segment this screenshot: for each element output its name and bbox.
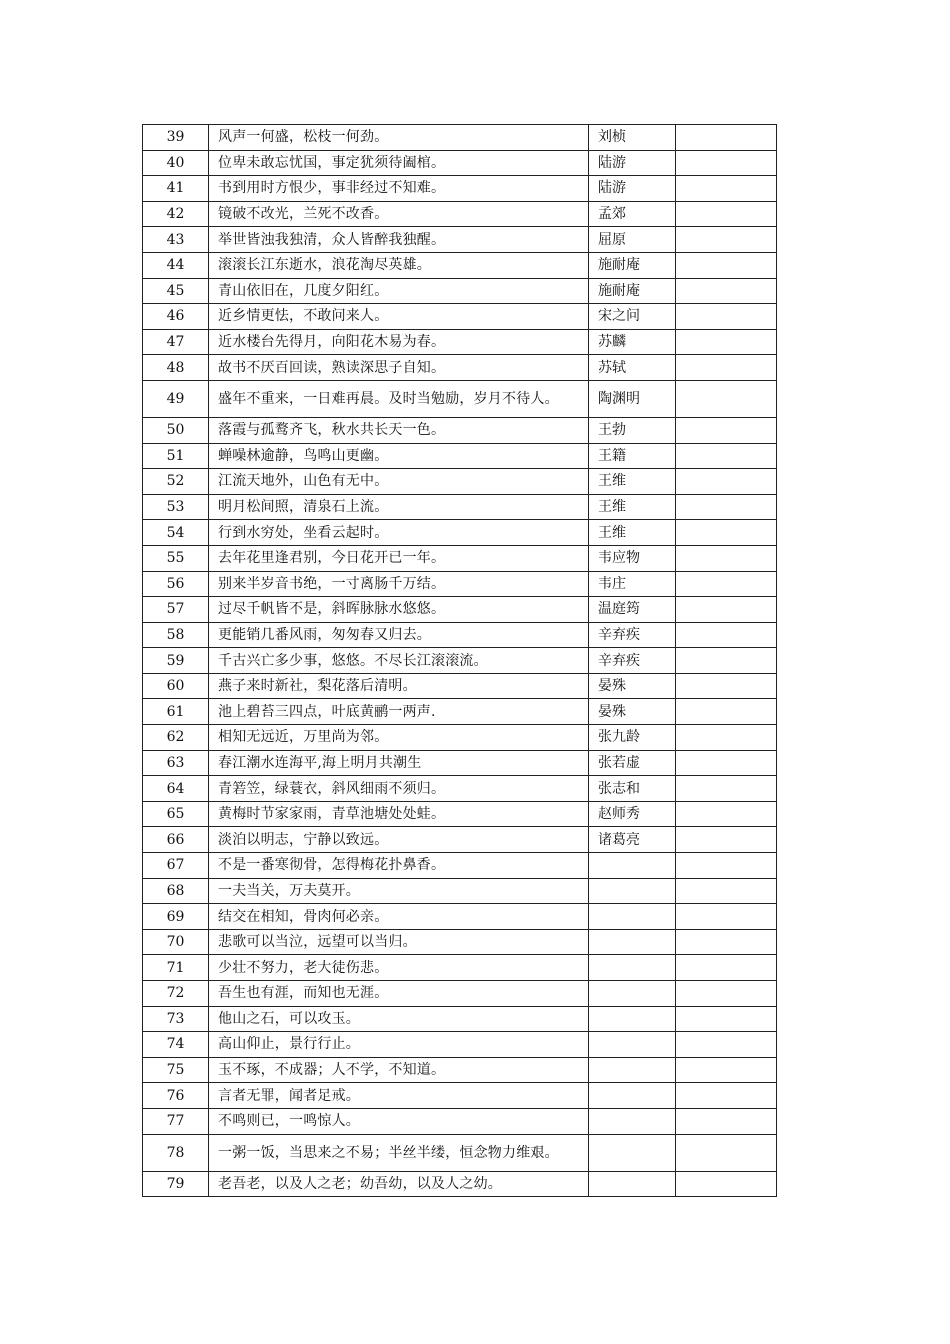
notes-cell <box>676 1006 777 1032</box>
author-cell: 孟郊 <box>589 201 676 227</box>
notes-cell <box>676 929 777 955</box>
author-cell: 王维 <box>589 494 676 520</box>
row-number-cell: 74 <box>143 1032 209 1058</box>
row-number-cell: 40 <box>143 150 209 176</box>
author-cell: 苏麟 <box>589 329 676 355</box>
author-cell <box>589 1032 676 1058</box>
row-number-cell: 77 <box>143 1108 209 1134</box>
notes-cell <box>676 1171 777 1197</box>
verse-cell: 别来半岁音书绝，一寸离肠千万结。 <box>209 571 589 597</box>
table-row <box>143 1057 777 1083</box>
table-row <box>143 1032 777 1058</box>
table-row <box>143 955 777 981</box>
row-number-cell: 53 <box>143 494 209 520</box>
notes-cell <box>676 1057 777 1083</box>
row-number-cell: 58 <box>143 622 209 648</box>
table-row <box>143 329 777 355</box>
verse-cell: 燕子来时新社，梨花落后清明。 <box>209 673 589 699</box>
row-number-cell: 71 <box>143 955 209 981</box>
verse-cell: 高山仰止，景行行止。 <box>209 1032 589 1058</box>
table-row <box>143 417 777 443</box>
author-cell <box>589 1083 676 1109</box>
notes-cell <box>676 469 777 495</box>
row-number-cell: 63 <box>143 750 209 776</box>
verse-cell: 一粥一饭，当思来之不易；半丝半缕，恒念物力维艰。 <box>209 1134 589 1171</box>
notes-cell <box>676 125 777 151</box>
notes-cell <box>676 417 777 443</box>
verse-cell: 举世皆浊我独清，众人皆醉我独醒。 <box>209 227 589 253</box>
row-number-cell: 47 <box>143 329 209 355</box>
table-row <box>143 355 777 381</box>
table-row <box>143 571 777 597</box>
author-cell: 刘桢 <box>589 125 676 151</box>
verse-cell: 镜破不改光，兰死不改香。 <box>209 201 589 227</box>
verse-cell: 江流天地外，山色有无中。 <box>209 469 589 495</box>
table-row <box>143 227 777 253</box>
verse-cell: 青山依旧在，几度夕阳红。 <box>209 278 589 304</box>
row-number-cell: 41 <box>143 176 209 202</box>
notes-cell <box>676 176 777 202</box>
verse-cell: 风声一何盛，松枝一何劲。 <box>209 125 589 151</box>
author-cell: 陆游 <box>589 176 676 202</box>
notes-cell <box>676 1083 777 1109</box>
notes-cell <box>676 329 777 355</box>
author-cell: 晏殊 <box>589 699 676 725</box>
author-cell: 辛弃疾 <box>589 648 676 674</box>
author-cell: 温庭筠 <box>589 597 676 623</box>
row-number-cell: 44 <box>143 252 209 278</box>
author-cell: 晏殊 <box>589 673 676 699</box>
verse-cell: 盛年不重来，一日难再晨。及时当勉励，岁月不待人。 <box>209 380 589 417</box>
notes-cell <box>676 955 777 981</box>
verse-cell: 玉不琢，不成器；人不学，不知道。 <box>209 1057 589 1083</box>
notes-cell <box>676 278 777 304</box>
table-row <box>143 278 777 304</box>
verse-cell: 滚滚长江东逝水，浪花淘尽英雄。 <box>209 252 589 278</box>
verse-cell: 位卑未敢忘忧国，事定犹须待阖棺。 <box>209 150 589 176</box>
author-cell <box>589 1134 676 1171</box>
author-cell: 张若虚 <box>589 750 676 776</box>
verse-cell: 吾生也有涯，而知也无涯。 <box>209 981 589 1007</box>
row-number-cell: 59 <box>143 648 209 674</box>
author-cell: 屈原 <box>589 227 676 253</box>
verse-cell: 言者无罪，闻者足戒。 <box>209 1083 589 1109</box>
author-cell: 施耐庵 <box>589 252 676 278</box>
table-row <box>143 380 777 417</box>
row-number-cell: 73 <box>143 1006 209 1032</box>
author-cell: 辛弃疾 <box>589 622 676 648</box>
author-cell <box>589 1006 676 1032</box>
verse-cell: 少壮不努力，老大徒伤悲。 <box>209 955 589 981</box>
verse-cell: 近水楼台先得月，向阳花木易为春。 <box>209 329 589 355</box>
row-number-cell: 43 <box>143 227 209 253</box>
row-number-cell: 45 <box>143 278 209 304</box>
table-row <box>143 1134 777 1171</box>
verse-cell: 不鸣则已，一鸣惊人。 <box>209 1108 589 1134</box>
author-cell: 韦庄 <box>589 571 676 597</box>
author-cell <box>589 1108 676 1134</box>
author-cell: 王维 <box>589 520 676 546</box>
row-number-cell: 69 <box>143 904 209 930</box>
notes-cell <box>676 725 777 751</box>
notes-cell <box>676 571 777 597</box>
table-row <box>143 469 777 495</box>
author-cell: 陆游 <box>589 150 676 176</box>
notes-cell <box>676 673 777 699</box>
table-row <box>143 1108 777 1134</box>
notes-cell <box>676 750 777 776</box>
table-row <box>143 597 777 623</box>
author-cell: 王维 <box>589 469 676 495</box>
table-row <box>143 622 777 648</box>
table-row <box>143 648 777 674</box>
row-number-cell: 68 <box>143 878 209 904</box>
verse-cell: 过尽千帆皆不是，斜晖脉脉水悠悠。 <box>209 597 589 623</box>
notes-cell <box>676 622 777 648</box>
notes-cell <box>676 227 777 253</box>
table-row <box>143 827 777 853</box>
table-row <box>143 304 777 330</box>
verse-cell: 一夫当关，万夫莫开。 <box>209 878 589 904</box>
row-number-cell: 54 <box>143 520 209 546</box>
verse-cell: 近乡情更怯，不敢问来人。 <box>209 304 589 330</box>
row-number-cell: 64 <box>143 776 209 802</box>
notes-cell <box>676 494 777 520</box>
row-number-cell: 70 <box>143 929 209 955</box>
row-number-cell: 52 <box>143 469 209 495</box>
table-row <box>143 520 777 546</box>
author-cell <box>589 929 676 955</box>
table-row <box>143 725 777 751</box>
author-cell: 张志和 <box>589 776 676 802</box>
notes-cell <box>676 150 777 176</box>
row-number-cell: 42 <box>143 201 209 227</box>
notes-cell <box>676 878 777 904</box>
verse-cell: 明月松间照，清泉石上流。 <box>209 494 589 520</box>
verse-cell: 他山之石，可以攻玉。 <box>209 1006 589 1032</box>
row-number-cell: 79 <box>143 1171 209 1197</box>
table-row <box>143 1083 777 1109</box>
notes-cell <box>676 545 777 571</box>
row-number-cell: 39 <box>143 125 209 151</box>
verse-cell: 老吾老，以及人之老；幼吾幼，以及人之幼。 <box>209 1171 589 1197</box>
notes-cell <box>676 1108 777 1134</box>
table-row <box>143 776 777 802</box>
verse-cell: 不是一番寒彻骨，怎得梅花扑鼻香。 <box>209 853 589 879</box>
author-cell <box>589 1057 676 1083</box>
verse-cell: 落霞与孤鹜齐飞，秋水共长天一色。 <box>209 417 589 443</box>
table-row <box>143 750 777 776</box>
row-number-cell: 55 <box>143 545 209 571</box>
row-number-cell: 72 <box>143 981 209 1007</box>
row-number-cell: 48 <box>143 355 209 381</box>
table-row <box>143 494 777 520</box>
author-cell: 张九龄 <box>589 725 676 751</box>
notes-cell <box>676 252 777 278</box>
notes-cell <box>676 1134 777 1171</box>
table-row <box>143 801 777 827</box>
verse-cell: 淡泊以明志，宁静以致远。 <box>209 827 589 853</box>
author-cell <box>589 853 676 879</box>
verse-cell: 春江潮水连海平,海上明月共潮生 <box>209 750 589 776</box>
table-row <box>143 699 777 725</box>
row-number-cell: 57 <box>143 597 209 623</box>
notes-cell <box>676 801 777 827</box>
table-row <box>143 125 777 151</box>
author-cell: 赵师秀 <box>589 801 676 827</box>
table-row <box>143 201 777 227</box>
notes-cell <box>676 853 777 879</box>
author-cell <box>589 878 676 904</box>
row-number-cell: 66 <box>143 827 209 853</box>
author-cell: 苏轼 <box>589 355 676 381</box>
notes-cell <box>676 981 777 1007</box>
verse-cell: 悲歌可以当泣，远望可以当归。 <box>209 929 589 955</box>
notes-cell <box>676 304 777 330</box>
author-cell <box>589 1171 676 1197</box>
table-row <box>143 929 777 955</box>
table-row <box>143 981 777 1007</box>
author-cell <box>589 981 676 1007</box>
notes-cell <box>676 699 777 725</box>
verse-cell: 池上碧苔三四点，叶底黄鹂一两声. <box>209 699 589 725</box>
table-row <box>143 1006 777 1032</box>
row-number-cell: 65 <box>143 801 209 827</box>
notes-cell <box>676 904 777 930</box>
notes-cell <box>676 776 777 802</box>
row-number-cell: 78 <box>143 1134 209 1171</box>
author-cell: 宋之问 <box>589 304 676 330</box>
verse-cell: 书到用时方恨少，事非经过不知难。 <box>209 176 589 202</box>
row-number-cell: 50 <box>143 417 209 443</box>
verse-cell: 更能销几番风雨，匆匆春又归去。 <box>209 622 589 648</box>
notes-cell <box>676 597 777 623</box>
table-row <box>143 853 777 879</box>
table-row <box>143 878 777 904</box>
row-number-cell: 56 <box>143 571 209 597</box>
author-cell: 施耐庵 <box>589 278 676 304</box>
table-row <box>143 150 777 176</box>
author-cell: 韦应物 <box>589 545 676 571</box>
notes-cell <box>676 827 777 853</box>
author-cell: 诸葛亮 <box>589 827 676 853</box>
verse-cell: 相知无远近，万里尚为邻。 <box>209 725 589 751</box>
notes-cell <box>676 648 777 674</box>
author-cell <box>589 904 676 930</box>
table-row <box>143 673 777 699</box>
table-row <box>143 252 777 278</box>
notes-cell <box>676 380 777 417</box>
verse-cell: 去年花里逢君别，今日花开已一年。 <box>209 545 589 571</box>
author-cell: 王勃 <box>589 417 676 443</box>
row-number-cell: 46 <box>143 304 209 330</box>
table-row <box>143 904 777 930</box>
verse-cell: 故书不厌百回读，熟读深思子自知。 <box>209 355 589 381</box>
table-row <box>143 545 777 571</box>
notes-cell <box>676 443 777 469</box>
row-number-cell: 51 <box>143 443 209 469</box>
author-cell: 王籍 <box>589 443 676 469</box>
row-number-cell: 49 <box>143 380 209 417</box>
row-number-cell: 75 <box>143 1057 209 1083</box>
row-number-cell: 60 <box>143 673 209 699</box>
notes-cell <box>676 201 777 227</box>
author-cell: 陶渊明 <box>589 380 676 417</box>
table-row <box>143 176 777 202</box>
verse-cell: 青箬笠，绿蓑衣，斜风细雨不须归。 <box>209 776 589 802</box>
notes-cell <box>676 1032 777 1058</box>
verse-cell: 结交在相知，骨肉何必亲。 <box>209 904 589 930</box>
row-number-cell: 67 <box>143 853 209 879</box>
poem-table-body <box>143 125 777 1197</box>
row-number-cell: 61 <box>143 699 209 725</box>
verse-cell: 行到水穷处，坐看云起时。 <box>209 520 589 546</box>
table-row <box>143 1171 777 1197</box>
row-number-cell: 76 <box>143 1083 209 1109</box>
notes-cell <box>676 355 777 381</box>
notes-cell <box>676 520 777 546</box>
verse-cell: 黄梅时节家家雨，青草池塘处处蛙。 <box>209 801 589 827</box>
author-cell <box>589 955 676 981</box>
table-row <box>143 443 777 469</box>
verse-cell: 蝉噪林逾静，鸟鸣山更幽。 <box>209 443 589 469</box>
poem-table <box>142 124 777 1197</box>
verse-cell: 千古兴亡多少事，悠悠。不尽长江滚滚流。 <box>209 648 589 674</box>
row-number-cell: 62 <box>143 725 209 751</box>
